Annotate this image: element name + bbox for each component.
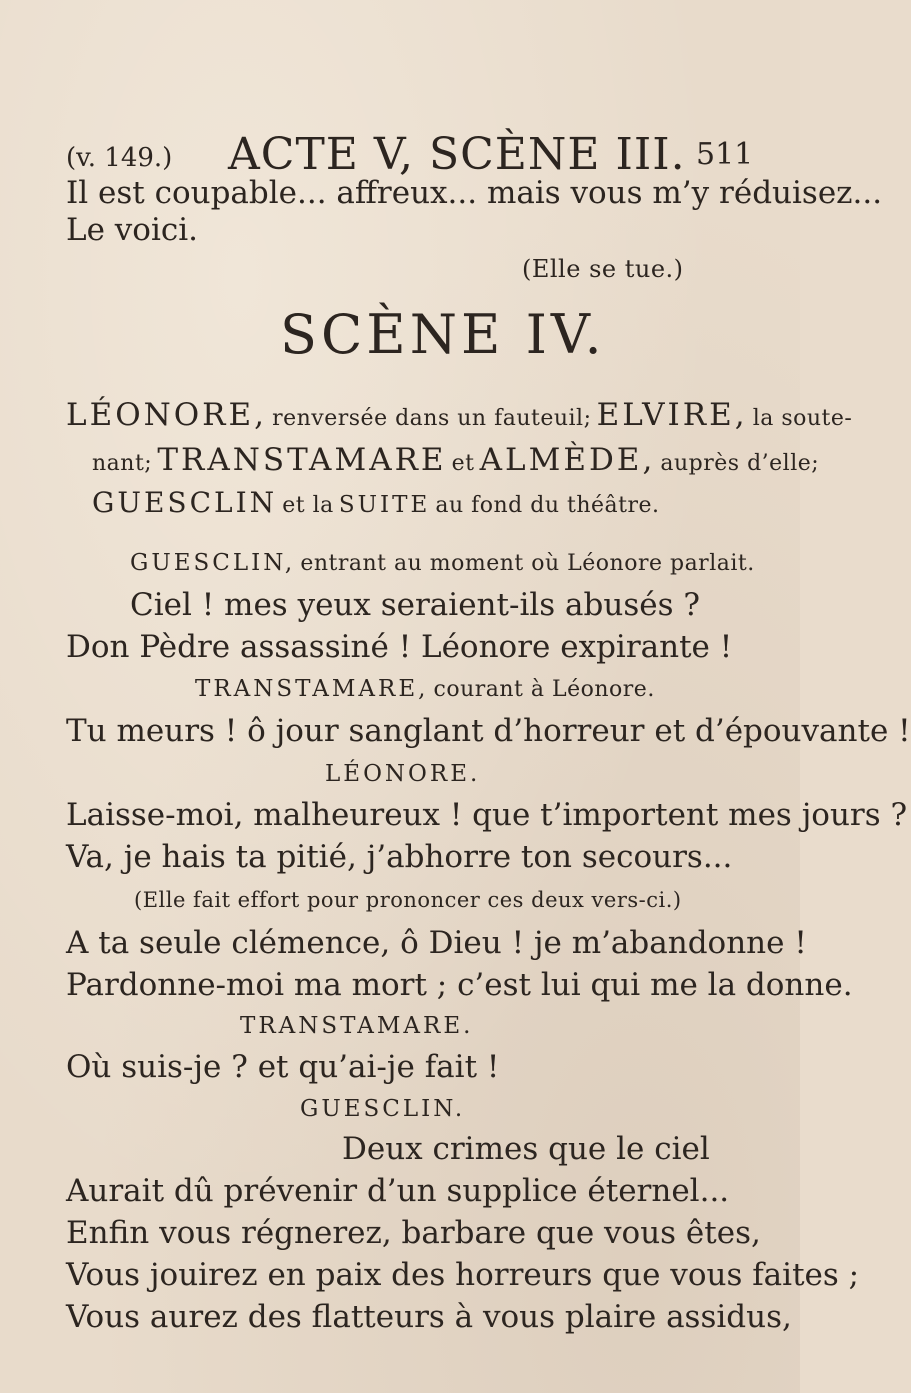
stage-direction: entrant au moment où Léonore parlait.	[300, 551, 755, 576]
speaker-name: TRANSTAMARE.	[240, 1013, 474, 1039]
page-number: 511	[696, 137, 754, 172]
stage-description: renversée dans un fauteuil;	[272, 406, 592, 431]
cast-line-3	[92, 486, 660, 519]
verse-line: Où suis-je ? et qu’ai-je fait !	[66, 1049, 500, 1085]
verse-line: Il est coupable... affreux... mais vous m’y réduisez...	[66, 175, 883, 211]
stage-description: nant;	[92, 451, 153, 476]
stage-direction: (Elle se tue.)	[522, 255, 684, 283]
stage-description: auprès d’elle;	[660, 451, 820, 476]
stage-description: la soute-	[752, 406, 853, 431]
stage-direction: (Elle fait effort pour prononcer ces deux vers-ci.)	[134, 888, 682, 912]
character-name: GUESCLIN	[92, 486, 278, 519]
running-head-title: ACTE V, SCÈNE III.	[228, 129, 686, 180]
conjunction: et la	[282, 493, 334, 518]
verse-line: A ta seule clémence, ô Dieu ! je m’abandonne !	[66, 925, 807, 961]
stage-description: au fond du théâtre.	[435, 493, 660, 518]
verse-reference: (v. 149.)	[66, 143, 173, 173]
verse-line: Pardonne-moi ma mort ; c’est lui qui me la donne.	[66, 967, 853, 1003]
verse-line: Deux crimes que le ciel	[342, 1131, 710, 1167]
speaker-name: LÉONORE.	[325, 761, 481, 787]
speaker-name: GUESCLIN.	[300, 1096, 466, 1122]
stage-direction: courant à Léonore.	[433, 677, 655, 702]
cast-line-1	[66, 397, 853, 433]
verse-line: Ciel ! mes yeux seraient-ils abusés ?	[130, 587, 700, 623]
verse-line: Va, je hais ta pitié, j’abhorre ton secours...	[66, 839, 733, 875]
verse-line: Vous jouirez en paix des horreurs que vous faites ;	[66, 1257, 860, 1293]
character-name: LÉONORE,	[66, 397, 267, 433]
verse-line: Enfin vous régnerez, barbare que vous êtes,	[66, 1215, 761, 1251]
character-name: SUITE	[338, 492, 431, 518]
speaker-name: TRANSTAMARE,	[195, 676, 429, 702]
scene-heading: SCÈNE IV.	[280, 303, 606, 366]
character-name: TRANSTAMARE	[157, 442, 447, 478]
speaker-name: GUESCLIN,	[130, 550, 296, 576]
verse-line: Le voici.	[66, 212, 199, 248]
verse-line: Vous aurez des flatteurs à vous plaire assidus,	[66, 1299, 792, 1335]
verse-line: Don Pèdre assassiné ! Léonore expirante !	[66, 629, 733, 665]
conjunction: et	[451, 451, 475, 476]
cast-line-2	[92, 442, 820, 478]
verse-line: Tu meurs ! ô jour sanglant d’horreur et d’épouvante !	[66, 713, 911, 749]
character-name: ELVIRE,	[596, 397, 748, 433]
speaker-line	[195, 678, 655, 701]
verse-line: Laisse-moi, malheureux ! que t’importent mes jours ?	[66, 797, 908, 833]
verse-line: Aurait dû prévenir d’un supplice éternel...	[66, 1173, 730, 1209]
speaker-line	[130, 552, 755, 575]
character-name: ALMÈDE,	[479, 442, 656, 478]
